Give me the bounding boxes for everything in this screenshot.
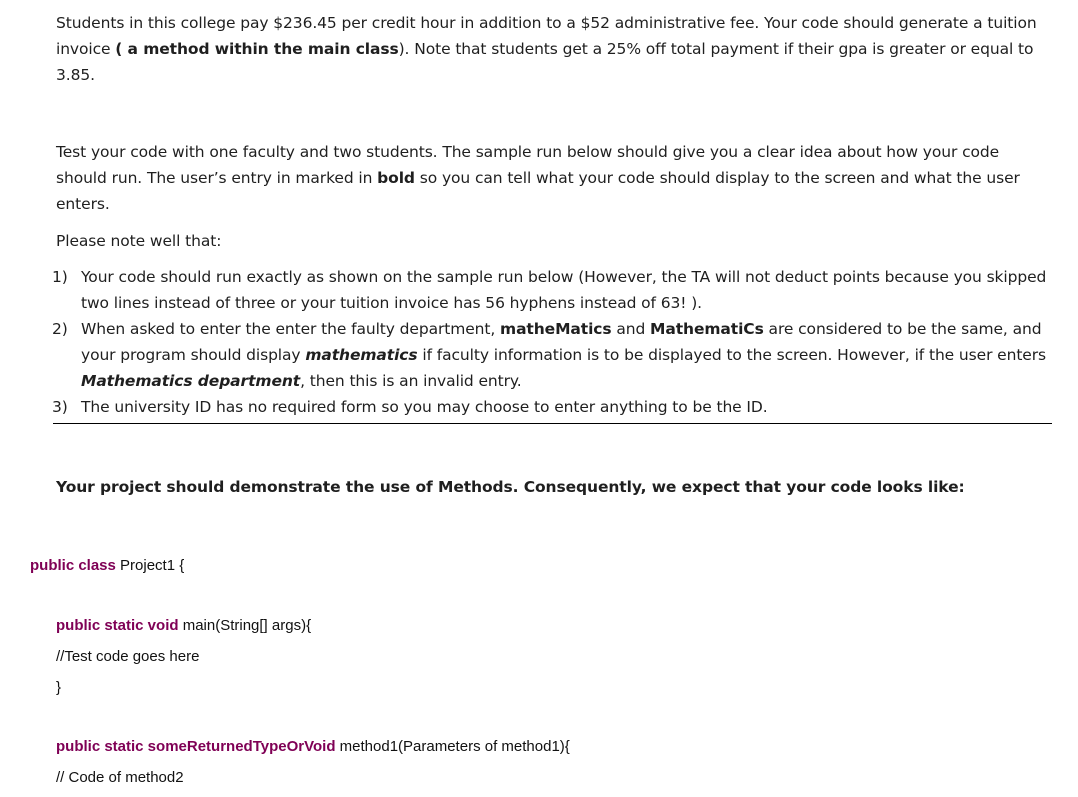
- list-number: 1): [52, 268, 68, 286]
- list-text: The university ID has no required form so you may choose to enter anything to be the ID.: [81, 398, 768, 416]
- list-bold-italic-text: Mathematics department: [81, 372, 301, 390]
- code-keyword: public static void: [56, 617, 179, 634]
- code-keyword: public static someReturnedTypeOrVoid: [56, 738, 336, 755]
- paragraph-text: ). Note that students get a 25% off total payment if their gpa is greater or equal to 3.85.: [56, 40, 1034, 84]
- list-text: if faculty information is to be displayed to the screen. However, if the user enters: [417, 346, 1046, 364]
- code-keyword: public class: [30, 557, 116, 574]
- list-bold-italic-text: mathematics: [305, 346, 418, 364]
- paragraph-note: Please note well that:: [56, 232, 222, 250]
- list-text: are considered to be the same, and your program should display: [81, 320, 1042, 364]
- code-line-comment: // Code of method2: [56, 769, 184, 786]
- list-text: and: [611, 320, 651, 338]
- horizontal-divider: [53, 423, 1052, 424]
- list-text: Your code should run exactly as shown on the sample run below (However, the TA will not deduct points because you skipped two lines instead of three or your tuition invoice has 56 hyphens instead of 63! ).: [81, 268, 1047, 312]
- code-line-comment: //Test code goes here: [56, 648, 200, 665]
- list-item: [52, 264, 1052, 316]
- list-bold-text: matheMatics: [500, 320, 612, 338]
- code-text: main(String[] args){: [178, 617, 312, 634]
- paragraph-tuition: [56, 10, 1046, 88]
- paragraph-text: Students in this college pay $236.45 per credit hour in addition to a $52 administrative fee. Your code should generate a tuition invoice: [56, 14, 1037, 58]
- paragraph-text: Test your code with one faculty and two students. The sample run below should give you a clear idea about how your code should run. The user’s entry in marked in: [56, 143, 1000, 187]
- list-number: 2): [52, 320, 68, 338]
- list-item: [52, 394, 1052, 420]
- code-line-class: [30, 556, 184, 576]
- code-line-method1: [56, 737, 570, 757]
- section-heading: Your project should demonstrate the use of Methods. Consequently, we expect that your code looks like:: [56, 478, 965, 496]
- list-bold-text: MathematiCs: [650, 320, 764, 338]
- code-line-main: [56, 616, 311, 636]
- list-item: [52, 316, 1052, 394]
- paragraph-bold-text: bold: [377, 169, 415, 187]
- paragraph-text: so you can tell what your code should display to the screen and what the user enters.: [56, 169, 1020, 213]
- paragraph-testing: [56, 139, 1046, 217]
- requirements-list: [52, 264, 1052, 420]
- list-text: , then this is an invalid entry.: [300, 372, 522, 390]
- code-text: Project1 {: [115, 557, 185, 574]
- paragraph-bold-text: ( a method within the main class: [115, 40, 399, 58]
- list-number: 3): [52, 398, 68, 416]
- code-line-close-brace: }: [56, 679, 62, 696]
- list-text: When asked to enter the enter the faulty department,: [81, 320, 501, 338]
- code-text: method1(Parameters of method1){: [335, 738, 570, 755]
